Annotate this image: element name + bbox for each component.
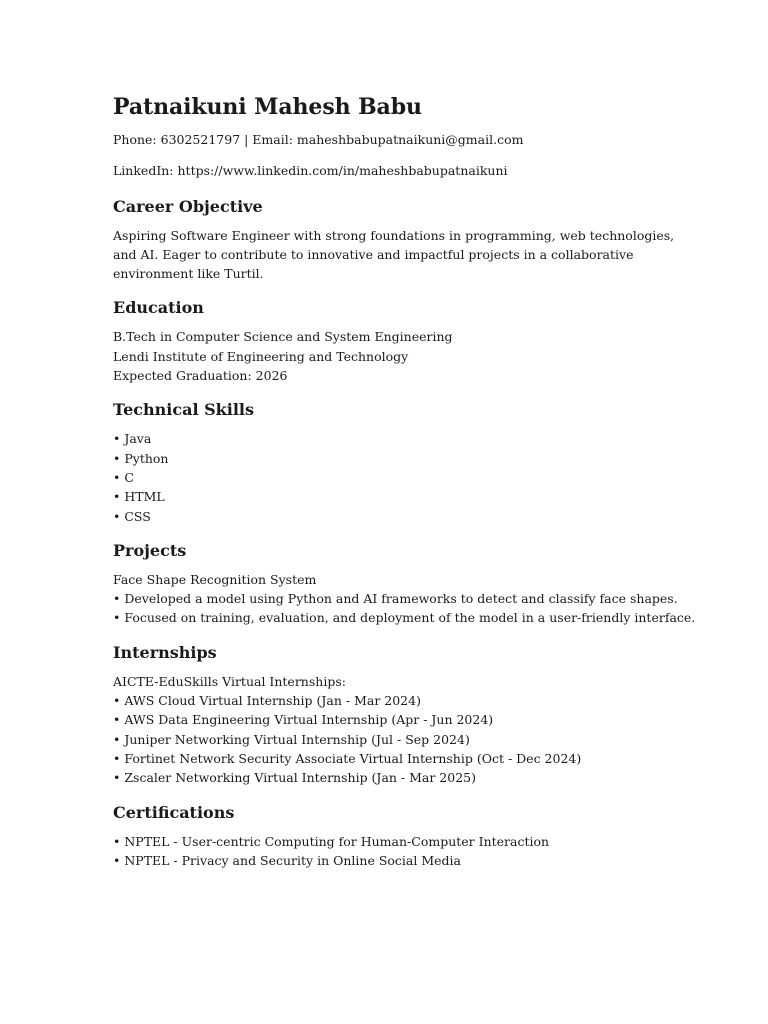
skill-item: • CSS [113, 508, 151, 524]
internship-item: • Juniper Networking Virtual Internship (Jul - Sep 2024) [113, 731, 470, 747]
education-graduation: Expected Graduation: 2026 [113, 368, 288, 384]
section-heading-education: Education [113, 298, 204, 318]
section-heading-career-objective: Career Objective [113, 196, 263, 216]
skill-item: • Python [113, 450, 169, 466]
objective-line: environment like Turtil. [113, 266, 264, 282]
objective-line: Aspiring Software Engineer with strong foundations in programming, web technologies, [113, 227, 675, 243]
projects-section [113, 540, 713, 628]
project-bullet: • Focused on training, evaluation, and deployment of the model in a user-friendly interface. [113, 610, 696, 626]
certification-item: • NPTEL - User-centric Computing for Human-Computer Interaction [113, 833, 550, 849]
internship-item: • Fortinet Network Security Associate Virtual Internship (Oct - Dec 2024) [113, 750, 582, 766]
skill-item: • HTML [113, 489, 165, 505]
education-section [113, 297, 713, 385]
skill-item: • Java [113, 431, 152, 447]
career-objective-section [113, 196, 713, 284]
resume-content [113, 92, 713, 870]
section-heading-technical-skills: Technical Skills [113, 400, 254, 420]
certifications-section [113, 802, 713, 871]
linkedin-line: LinkedIn: https://www.linkedin.com/in/maheshbabupatnaikuni [113, 163, 508, 179]
contact-line: Phone: 6302521797 | Email: maheshbabupatnaikuni@gmail.com [113, 132, 524, 147]
project-title: Face Shape Recognition System [113, 571, 317, 587]
technical-skills-section [113, 399, 713, 525]
internships-section [113, 642, 713, 788]
certification-item: • NPTEL - Privacy and Security in Online Social Media [113, 852, 461, 868]
candidate-name: Patnaikuni Mahesh Babu [113, 94, 422, 120]
education-degree: B.Tech in Computer Science and System Engineering [113, 329, 453, 345]
skill-item: • C [113, 469, 134, 485]
internship-item: • AWS Data Engineering Virtual Internship (Apr - Jun 2024) [113, 712, 494, 728]
section-heading-projects: Projects [113, 540, 187, 560]
internship-item: • AWS Cloud Virtual Internship (Jan - Mar 2024) [113, 693, 421, 709]
internship-program: AICTE-EduSkills Virtual Internships: [113, 673, 346, 689]
section-heading-certifications: Certifications [113, 802, 235, 822]
internship-item: • Zscaler Networking Virtual Internship (Jan - Mar 2025) [113, 770, 477, 786]
section-heading-internships: Internships [113, 642, 217, 662]
objective-line: and AI. Eager to contribute to innovative and impactful projects in a collaborative [113, 246, 634, 262]
project-bullet: • Developed a model using Python and AI frameworks to detect and classify face shapes. [113, 591, 678, 607]
education-institute: Lendi Institute of Engineering and Technology [113, 348, 409, 364]
